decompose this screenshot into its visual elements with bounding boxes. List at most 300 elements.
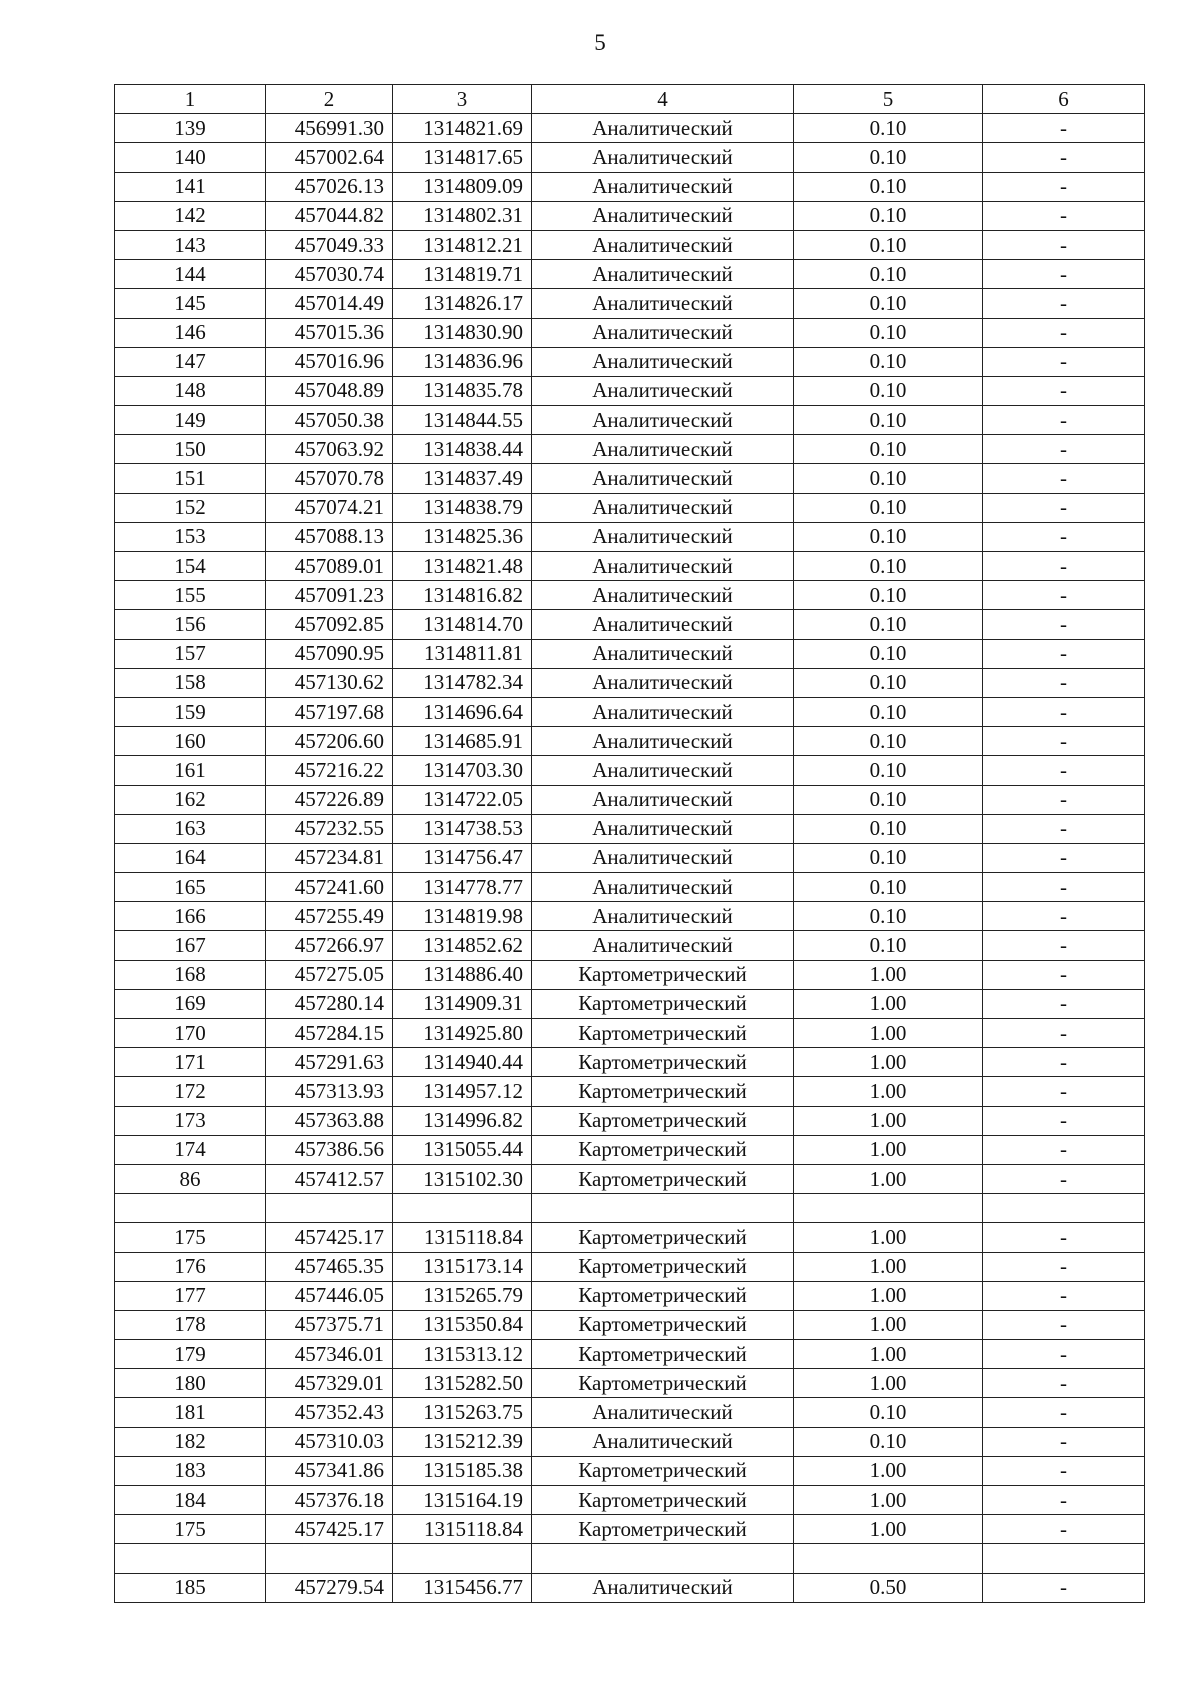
- note-cell: -: [983, 785, 1145, 814]
- table-row: [115, 143, 1145, 172]
- x-coordinate-cell: 457255.49: [266, 902, 393, 931]
- accuracy-cell: 1.00: [794, 1486, 983, 1515]
- method-cell: Картометрический: [532, 1252, 794, 1281]
- x-coordinate-cell: 457226.89: [266, 785, 393, 814]
- method-cell: Аналитический: [532, 376, 794, 405]
- x-coordinate-cell: [266, 1544, 393, 1573]
- table-row: [115, 960, 1145, 989]
- method-cell: Аналитический: [532, 902, 794, 931]
- x-coordinate-cell: 457232.55: [266, 814, 393, 843]
- note-cell: -: [983, 1048, 1145, 1077]
- table-row: [115, 1456, 1145, 1485]
- x-coordinate-cell: 457014.49: [266, 289, 393, 318]
- point-number-cell: 140: [115, 143, 266, 172]
- point-number-cell: 181: [115, 1398, 266, 1427]
- method-cell: Аналитический: [532, 668, 794, 697]
- method-cell: Аналитический: [532, 347, 794, 376]
- y-coordinate-cell: 1314685.91: [393, 727, 532, 756]
- method-cell: Картометрический: [532, 989, 794, 1018]
- method-cell: Картометрический: [532, 1281, 794, 1310]
- y-coordinate-cell: 1314812.21: [393, 230, 532, 259]
- table-row: [115, 1048, 1145, 1077]
- y-coordinate-cell: 1314838.44: [393, 435, 532, 464]
- accuracy-cell: [794, 1194, 983, 1223]
- table-row: [115, 1252, 1145, 1281]
- x-coordinate-cell: 457026.13: [266, 172, 393, 201]
- note-cell: -: [983, 172, 1145, 201]
- point-number-cell: 155: [115, 581, 266, 610]
- note-cell: -: [983, 1573, 1145, 1602]
- point-number-cell: 160: [115, 727, 266, 756]
- accuracy-cell: 0.10: [794, 376, 983, 405]
- method-cell: Аналитический: [532, 435, 794, 464]
- point-number-cell: 151: [115, 464, 266, 493]
- point-number-cell: 147: [115, 347, 266, 376]
- note-cell: -: [983, 1252, 1145, 1281]
- note-cell: -: [983, 230, 1145, 259]
- note-cell: -: [983, 435, 1145, 464]
- method-cell: [532, 1544, 794, 1573]
- table-row: [115, 522, 1145, 551]
- x-coordinate-cell: 457089.01: [266, 552, 393, 581]
- y-coordinate-cell: 1314756.47: [393, 843, 532, 872]
- accuracy-cell: 0.10: [794, 464, 983, 493]
- accuracy-cell: 0.10: [794, 435, 983, 464]
- column-header-5: 5: [794, 85, 983, 114]
- point-number-cell: 169: [115, 989, 266, 1018]
- point-number-cell: 161: [115, 756, 266, 785]
- table-row: [115, 1310, 1145, 1339]
- method-cell: Картометрический: [532, 1223, 794, 1252]
- y-coordinate-cell: 1314830.90: [393, 318, 532, 347]
- y-coordinate-cell: 1314886.40: [393, 960, 532, 989]
- y-coordinate-cell: 1314782.34: [393, 668, 532, 697]
- method-cell: Аналитический: [532, 406, 794, 435]
- point-number-cell: 145: [115, 289, 266, 318]
- accuracy-cell: 1.00: [794, 1135, 983, 1164]
- method-cell: Картометрический: [532, 1106, 794, 1135]
- point-number-cell: 183: [115, 1456, 266, 1485]
- y-coordinate-cell: 1314703.30: [393, 756, 532, 785]
- point-number-cell: 164: [115, 843, 266, 872]
- accuracy-cell: 0.10: [794, 230, 983, 259]
- y-coordinate-cell: 1314817.65: [393, 143, 532, 172]
- note-cell: -: [983, 1077, 1145, 1106]
- header-row: [115, 85, 1145, 114]
- y-coordinate-cell: 1314909.31: [393, 989, 532, 1018]
- note-cell: -: [983, 1486, 1145, 1515]
- note-cell: -: [983, 464, 1145, 493]
- point-number-cell: 170: [115, 1019, 266, 1048]
- y-coordinate-cell: 1314836.96: [393, 347, 532, 376]
- method-cell: Аналитический: [532, 1398, 794, 1427]
- y-coordinate-cell: 1314809.09: [393, 172, 532, 201]
- x-coordinate-cell: 457048.89: [266, 376, 393, 405]
- x-coordinate-cell: 457016.96: [266, 347, 393, 376]
- x-coordinate-cell: 457412.57: [266, 1164, 393, 1193]
- point-number-cell: 173: [115, 1106, 266, 1135]
- table-row: [115, 493, 1145, 522]
- blank-row: [115, 1544, 1145, 1573]
- table-row: [115, 1281, 1145, 1310]
- x-coordinate-cell: 457063.92: [266, 435, 393, 464]
- point-number-cell: 175: [115, 1515, 266, 1544]
- y-coordinate-cell: 1314852.62: [393, 931, 532, 960]
- blank-row: [115, 1194, 1145, 1223]
- table-row: [115, 552, 1145, 581]
- table-row: [115, 1077, 1145, 1106]
- accuracy-cell: 1.00: [794, 1106, 983, 1135]
- x-coordinate-cell: 457352.43: [266, 1398, 393, 1427]
- method-cell: Аналитический: [532, 843, 794, 872]
- point-number-cell: 175: [115, 1223, 266, 1252]
- accuracy-cell: 0.10: [794, 639, 983, 668]
- x-coordinate-cell: 456991.30: [266, 114, 393, 143]
- table-row: [115, 902, 1145, 931]
- method-cell: Аналитический: [532, 289, 794, 318]
- method-cell: Картометрический: [532, 960, 794, 989]
- point-number-cell: 142: [115, 201, 266, 230]
- note-cell: -: [983, 1369, 1145, 1398]
- accuracy-cell: 0.10: [794, 172, 983, 201]
- point-number-cell: 177: [115, 1281, 266, 1310]
- note-cell: -: [983, 610, 1145, 639]
- point-number-cell: [115, 1194, 266, 1223]
- point-number-cell: 139: [115, 114, 266, 143]
- x-coordinate-cell: 457275.05: [266, 960, 393, 989]
- accuracy-cell: 0.10: [794, 201, 983, 230]
- x-coordinate-cell: 457241.60: [266, 873, 393, 902]
- x-coordinate-cell: 457044.82: [266, 201, 393, 230]
- point-number-cell: 165: [115, 873, 266, 902]
- x-coordinate-cell: 457279.54: [266, 1573, 393, 1602]
- coordinates-table: [114, 84, 1145, 1603]
- method-cell: Аналитический: [532, 639, 794, 668]
- y-coordinate-cell: [393, 1544, 532, 1573]
- y-coordinate-cell: 1315118.84: [393, 1223, 532, 1252]
- method-cell: Аналитический: [532, 172, 794, 201]
- table-row: [115, 1486, 1145, 1515]
- method-cell: Аналитический: [532, 260, 794, 289]
- table-row: [115, 435, 1145, 464]
- y-coordinate-cell: 1314844.55: [393, 406, 532, 435]
- note-cell: -: [983, 1427, 1145, 1456]
- accuracy-cell: 0.10: [794, 756, 983, 785]
- y-coordinate-cell: 1314925.80: [393, 1019, 532, 1048]
- point-number-cell: 144: [115, 260, 266, 289]
- table-row: [115, 1398, 1145, 1427]
- x-coordinate-cell: [266, 1194, 393, 1223]
- y-coordinate-cell: 1315055.44: [393, 1135, 532, 1164]
- y-coordinate-cell: 1314738.53: [393, 814, 532, 843]
- note-cell: -: [983, 1135, 1145, 1164]
- table-row: [115, 668, 1145, 697]
- point-number-cell: [115, 1544, 266, 1573]
- column-header-3: 3: [393, 85, 532, 114]
- x-coordinate-cell: 457090.95: [266, 639, 393, 668]
- y-coordinate-cell: 1314835.78: [393, 376, 532, 405]
- method-cell: Аналитический: [532, 114, 794, 143]
- method-cell: Картометрический: [532, 1369, 794, 1398]
- y-coordinate-cell: 1315282.50: [393, 1369, 532, 1398]
- x-coordinate-cell: 457074.21: [266, 493, 393, 522]
- point-number-cell: 182: [115, 1427, 266, 1456]
- accuracy-cell: 0.10: [794, 406, 983, 435]
- x-coordinate-cell: 457425.17: [266, 1223, 393, 1252]
- table-row: [115, 1427, 1145, 1456]
- note-cell: -: [983, 1019, 1145, 1048]
- method-cell: Аналитический: [532, 318, 794, 347]
- method-cell: Картометрический: [532, 1135, 794, 1164]
- accuracy-cell: 0.10: [794, 1427, 983, 1456]
- point-number-cell: 156: [115, 610, 266, 639]
- point-number-cell: 184: [115, 1486, 266, 1515]
- x-coordinate-cell: 457376.18: [266, 1486, 393, 1515]
- method-cell: Аналитический: [532, 931, 794, 960]
- table-row: [115, 114, 1145, 143]
- x-coordinate-cell: 457363.88: [266, 1106, 393, 1135]
- note-cell: -: [983, 1310, 1145, 1339]
- y-coordinate-cell: 1315164.19: [393, 1486, 532, 1515]
- note-cell: -: [983, 1515, 1145, 1544]
- accuracy-cell: 1.00: [794, 1340, 983, 1369]
- note-cell: -: [983, 989, 1145, 1018]
- accuracy-cell: 0.10: [794, 902, 983, 931]
- accuracy-cell: 0.10: [794, 814, 983, 843]
- accuracy-cell: 0.10: [794, 1398, 983, 1427]
- column-header-4: 4: [532, 85, 794, 114]
- method-cell: Картометрический: [532, 1310, 794, 1339]
- table-row: [115, 931, 1145, 960]
- point-number-cell: 158: [115, 668, 266, 697]
- table-header: [115, 85, 1145, 114]
- table-row: [115, 1573, 1145, 1602]
- point-number-cell: 159: [115, 697, 266, 726]
- x-coordinate-cell: 457030.74: [266, 260, 393, 289]
- note-cell: -: [983, 668, 1145, 697]
- y-coordinate-cell: 1314819.98: [393, 902, 532, 931]
- note-cell: -: [983, 1106, 1145, 1135]
- x-coordinate-cell: 457130.62: [266, 668, 393, 697]
- method-cell: Картометрический: [532, 1486, 794, 1515]
- point-number-cell: 178: [115, 1310, 266, 1339]
- accuracy-cell: 1.00: [794, 1281, 983, 1310]
- x-coordinate-cell: 457091.23: [266, 581, 393, 610]
- y-coordinate-cell: 1314826.17: [393, 289, 532, 318]
- column-header-1: 1: [115, 85, 266, 114]
- accuracy-cell: 0.10: [794, 522, 983, 551]
- y-coordinate-cell: 1314821.48: [393, 552, 532, 581]
- point-number-cell: 86: [115, 1164, 266, 1193]
- note-cell: -: [983, 1340, 1145, 1369]
- x-coordinate-cell: 457015.36: [266, 318, 393, 347]
- table-row: [115, 1164, 1145, 1193]
- accuracy-cell: 1.00: [794, 960, 983, 989]
- y-coordinate-cell: 1315263.75: [393, 1398, 532, 1427]
- x-coordinate-cell: 457341.86: [266, 1456, 393, 1485]
- point-number-cell: 176: [115, 1252, 266, 1281]
- x-coordinate-cell: 457197.68: [266, 697, 393, 726]
- accuracy-cell: 0.10: [794, 260, 983, 289]
- note-cell: -: [983, 873, 1145, 902]
- table-row: [115, 1515, 1145, 1544]
- x-coordinate-cell: 457425.17: [266, 1515, 393, 1544]
- note-cell: -: [983, 376, 1145, 405]
- point-number-cell: 167: [115, 931, 266, 960]
- x-coordinate-cell: 457280.14: [266, 989, 393, 1018]
- accuracy-cell: 1.00: [794, 1019, 983, 1048]
- y-coordinate-cell: 1314802.31: [393, 201, 532, 230]
- y-coordinate-cell: 1314778.77: [393, 873, 532, 902]
- table-body: [115, 114, 1145, 1603]
- note-cell: -: [983, 260, 1145, 289]
- note-cell: -: [983, 552, 1145, 581]
- point-number-cell: 162: [115, 785, 266, 814]
- method-cell: Аналитический: [532, 522, 794, 551]
- note-cell: -: [983, 289, 1145, 318]
- y-coordinate-cell: 1315456.77: [393, 1573, 532, 1602]
- y-coordinate-cell: 1314722.05: [393, 785, 532, 814]
- method-cell: Картометрический: [532, 1048, 794, 1077]
- table-row: [115, 639, 1145, 668]
- table-row: [115, 727, 1145, 756]
- y-coordinate-cell: 1315350.84: [393, 1310, 532, 1339]
- y-coordinate-cell: 1315118.84: [393, 1515, 532, 1544]
- accuracy-cell: 0.10: [794, 873, 983, 902]
- y-coordinate-cell: 1314814.70: [393, 610, 532, 639]
- note-cell: -: [983, 1398, 1145, 1427]
- accuracy-cell: 1.00: [794, 1369, 983, 1398]
- accuracy-cell: 0.10: [794, 843, 983, 872]
- y-coordinate-cell: 1315265.79: [393, 1281, 532, 1310]
- table-row: [115, 464, 1145, 493]
- table-row: [115, 172, 1145, 201]
- method-cell: Аналитический: [532, 610, 794, 639]
- point-number-cell: 148: [115, 376, 266, 405]
- note-cell: -: [983, 493, 1145, 522]
- note-cell: -: [983, 960, 1145, 989]
- x-coordinate-cell: 457346.01: [266, 1340, 393, 1369]
- y-coordinate-cell: 1314825.36: [393, 522, 532, 551]
- note-cell: -: [983, 406, 1145, 435]
- note-cell: -: [983, 902, 1145, 931]
- x-coordinate-cell: 457266.97: [266, 931, 393, 960]
- y-coordinate-cell: 1314996.82: [393, 1106, 532, 1135]
- note-cell: -: [983, 697, 1145, 726]
- table-row: [115, 756, 1145, 785]
- accuracy-cell: 0.10: [794, 727, 983, 756]
- point-number-cell: 141: [115, 172, 266, 201]
- column-header-2: 2: [266, 85, 393, 114]
- y-coordinate-cell: 1314696.64: [393, 697, 532, 726]
- point-number-cell: 157: [115, 639, 266, 668]
- table-row: [115, 260, 1145, 289]
- note-cell: -: [983, 1164, 1145, 1193]
- y-coordinate-cell: 1314819.71: [393, 260, 532, 289]
- accuracy-cell: 0.10: [794, 581, 983, 610]
- accuracy-cell: 0.10: [794, 289, 983, 318]
- method-cell: Аналитический: [532, 552, 794, 581]
- y-coordinate-cell: 1314837.49: [393, 464, 532, 493]
- note-cell: [983, 1544, 1145, 1573]
- x-coordinate-cell: 457284.15: [266, 1019, 393, 1048]
- point-number-cell: 185: [115, 1573, 266, 1602]
- point-number-cell: 180: [115, 1369, 266, 1398]
- method-cell: Аналитический: [532, 1573, 794, 1602]
- y-coordinate-cell: 1314940.44: [393, 1048, 532, 1077]
- table-row: [115, 1223, 1145, 1252]
- x-coordinate-cell: 457310.03: [266, 1427, 393, 1456]
- x-coordinate-cell: 457386.56: [266, 1135, 393, 1164]
- method-cell: Аналитический: [532, 493, 794, 522]
- note-cell: -: [983, 318, 1145, 347]
- y-coordinate-cell: 1314816.82: [393, 581, 532, 610]
- y-coordinate-cell: 1315102.30: [393, 1164, 532, 1193]
- accuracy-cell: 1.00: [794, 1456, 983, 1485]
- point-number-cell: 150: [115, 435, 266, 464]
- table-row: [115, 1019, 1145, 1048]
- table-row: [115, 201, 1145, 230]
- note-cell: -: [983, 114, 1145, 143]
- accuracy-cell: 1.00: [794, 1048, 983, 1077]
- method-cell: Аналитический: [532, 230, 794, 259]
- method-cell: [532, 1194, 794, 1223]
- x-coordinate-cell: 457050.38: [266, 406, 393, 435]
- method-cell: Аналитический: [532, 697, 794, 726]
- point-number-cell: 179: [115, 1340, 266, 1369]
- x-coordinate-cell: 457092.85: [266, 610, 393, 639]
- note-cell: -: [983, 347, 1145, 376]
- method-cell: Аналитический: [532, 464, 794, 493]
- accuracy-cell: 0.10: [794, 552, 983, 581]
- y-coordinate-cell: 1315185.38: [393, 1456, 532, 1485]
- accuracy-cell: 0.10: [794, 785, 983, 814]
- method-cell: Аналитический: [532, 201, 794, 230]
- accuracy-cell: 0.10: [794, 493, 983, 522]
- table-row: [115, 289, 1145, 318]
- accuracy-cell: 0.10: [794, 114, 983, 143]
- x-coordinate-cell: 457465.35: [266, 1252, 393, 1281]
- method-cell: Аналитический: [532, 143, 794, 172]
- y-coordinate-cell: 1315313.12: [393, 1340, 532, 1369]
- note-cell: -: [983, 931, 1145, 960]
- note-cell: -: [983, 522, 1145, 551]
- x-coordinate-cell: 457049.33: [266, 230, 393, 259]
- point-number-cell: 143: [115, 230, 266, 259]
- y-coordinate-cell: 1315212.39: [393, 1427, 532, 1456]
- x-coordinate-cell: 457206.60: [266, 727, 393, 756]
- method-cell: Аналитический: [532, 756, 794, 785]
- table-row: [115, 785, 1145, 814]
- note-cell: -: [983, 814, 1145, 843]
- accuracy-cell: 0.10: [794, 318, 983, 347]
- accuracy-cell: 0.10: [794, 697, 983, 726]
- note-cell: -: [983, 727, 1145, 756]
- method-cell: Аналитический: [532, 1427, 794, 1456]
- note-cell: -: [983, 1223, 1145, 1252]
- column-header-6: 6: [983, 85, 1145, 114]
- method-cell: Картометрический: [532, 1164, 794, 1193]
- x-coordinate-cell: 457291.63: [266, 1048, 393, 1077]
- point-number-cell: 166: [115, 902, 266, 931]
- note-cell: -: [983, 201, 1145, 230]
- x-coordinate-cell: 457446.05: [266, 1281, 393, 1310]
- method-cell: Аналитический: [532, 873, 794, 902]
- accuracy-cell: 1.00: [794, 1164, 983, 1193]
- accuracy-cell: 1.00: [794, 1223, 983, 1252]
- point-number-cell: 171: [115, 1048, 266, 1077]
- point-number-cell: 154: [115, 552, 266, 581]
